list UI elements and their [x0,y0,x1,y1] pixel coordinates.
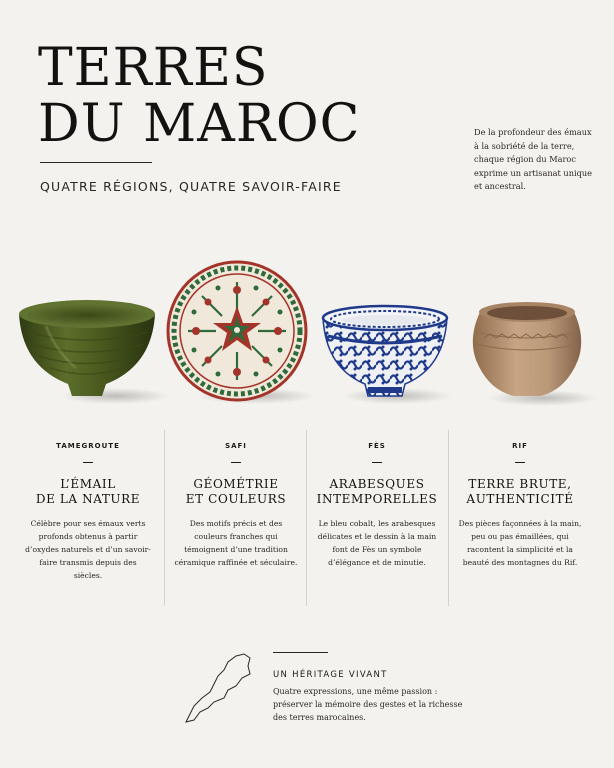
region-name: SAFI [225,442,247,450]
region-column-rif [452,430,588,606]
region-title-line-1: GÉOMÉTRIE [193,477,279,491]
region-dash [83,462,93,463]
page-title [38,40,360,152]
fes-blue-arabesque-bowl-image [320,302,450,402]
morocco-map-icon [184,652,254,724]
region-description: Des motifs précis et des couleurs franches qui témoignent d’une tradition céramique raffinée et séculaire. [174,519,298,567]
region-dash [515,462,525,463]
tamegroute-green-bowl-image [16,296,158,402]
region-title [20,477,156,507]
column-divider [306,430,307,606]
column-divider [448,430,449,606]
region-column-safi [168,430,304,606]
footer-divider [273,652,328,653]
footer-text: Quatre expressions, une même passion : préserver la mémoire des gestes et la richesse des terres marocaines. [273,687,463,722]
page-title-line-2: DU MAROC [38,94,361,154]
region-column-tamegroute [20,430,156,606]
page-title-line-1: TERRES [38,38,269,98]
safi-patterned-plate-image [166,260,308,402]
region-title [168,477,304,507]
region-name: RIF [512,442,528,450]
region-column-fes [309,430,445,606]
region-title-line-2: INTEMPORELLES [316,492,438,506]
region-name: FÈS [368,442,386,450]
page-subtitle: QUATRE RÉGIONS, QUATRE SAVOIR-FAIRE [40,179,342,194]
region-title [309,477,445,507]
region-name: TAMEGROUTE [56,442,120,450]
region-title [452,477,588,507]
region-title-line-1: L’ÉMAIL [60,477,116,491]
region-dash [231,462,241,463]
region-title-line-1: ARABESQUES [329,477,425,491]
region-dash [372,462,382,463]
region-title-line-2: AUTHENTICITÉ [466,492,574,506]
region-description: Des pièces façonnées à la main, peu ou pas émaillées, qui racontent la simplicité et la beauté des montagnes du Rif. [458,519,582,567]
column-divider [164,430,165,606]
title-divider [40,162,152,163]
rif-clay-pot-image [466,298,588,402]
region-title-line-2: DE LA NATURE [35,492,141,506]
footer-heading: UN HÉRITAGE VIVANT [273,670,388,680]
intro-text: De la profondeur des émaux à la sobriété de la terre, chaque région du Maroc exprime un artisanat unique et ancestral. [474,127,592,191]
region-description: Célèbre pour ses émaux verts profonds obtenus à partir d’oxydes naturels et d’un savoir-faire transmis depuis des siècles. [25,519,151,580]
region-title-line-1: TERRE BRUTE, [468,477,572,491]
region-title-line-2: ET COULEURS [185,492,287,506]
region-description: Le bleu cobalt, les arabesques délicates et le dessin à la main font de Fès un symbole d’élégance et de minutie. [317,519,437,567]
